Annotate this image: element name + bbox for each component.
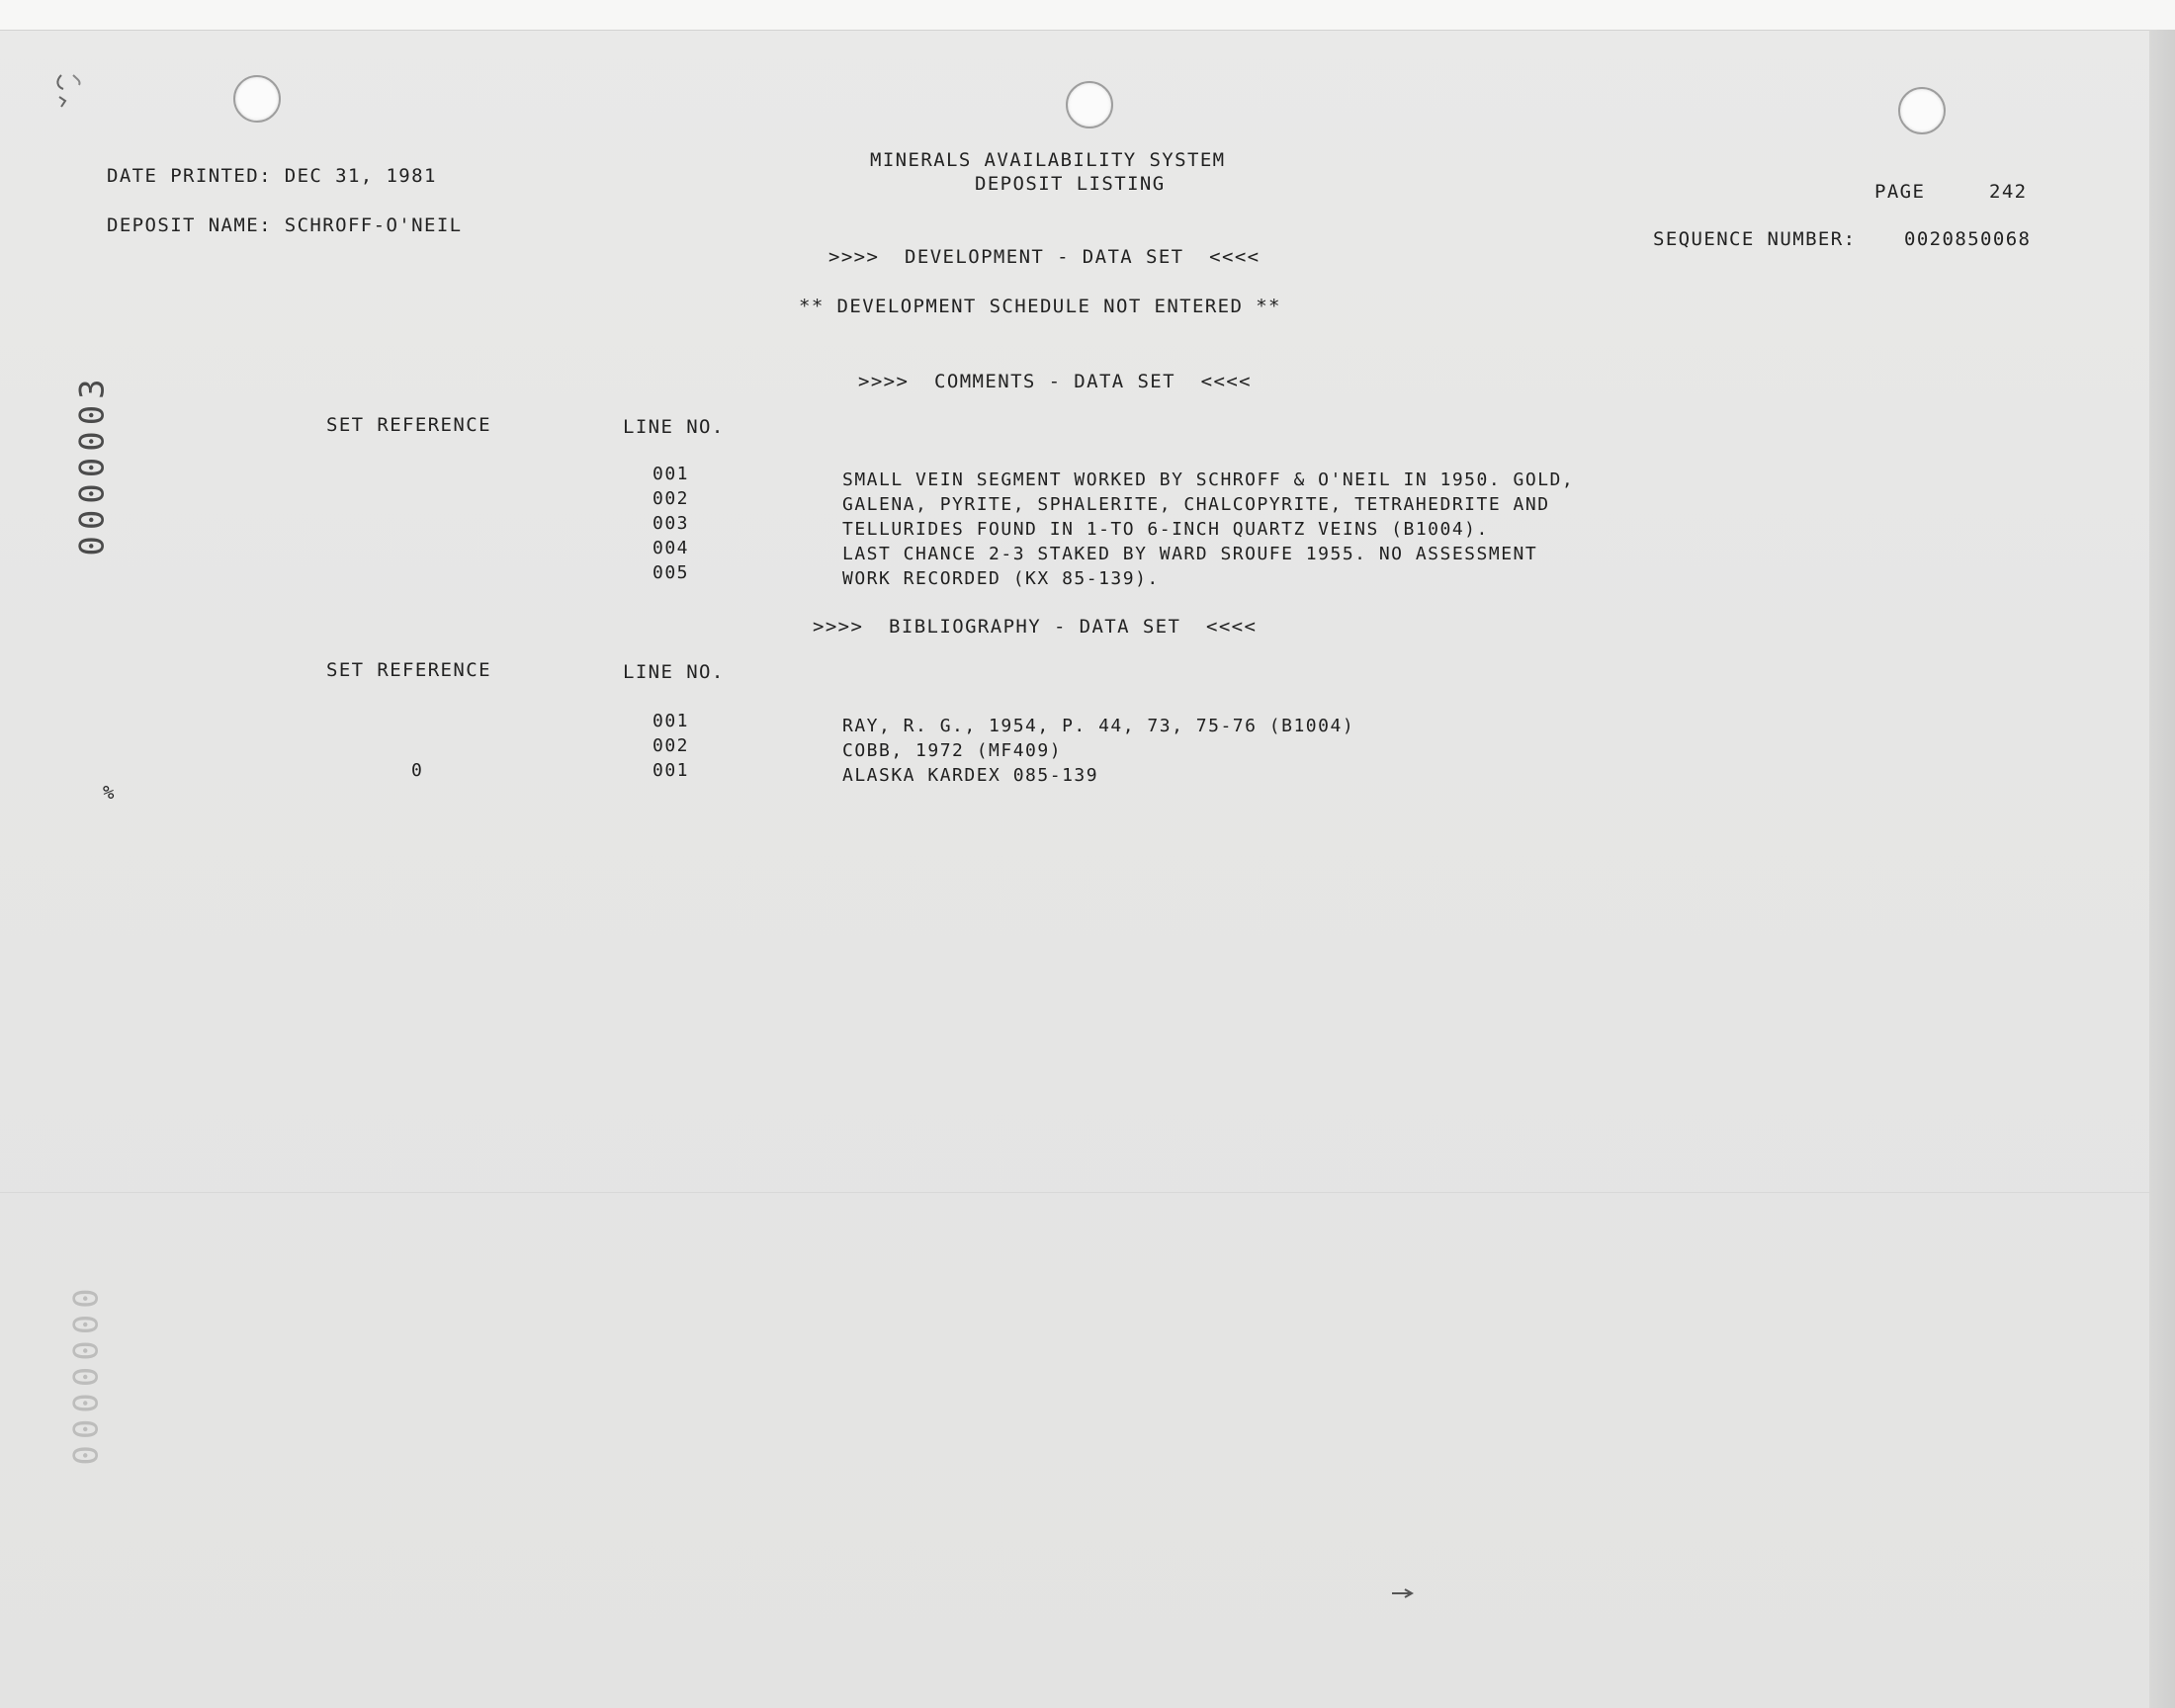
development-note: ** DEVELOPMENT SCHEDULE NOT ENTERED ** xyxy=(799,296,1281,317)
pencil-mark-icon xyxy=(51,71,83,115)
comments-line-no-header: LINE NO. xyxy=(623,416,725,438)
sequence-label: SEQUENCE NUMBER: xyxy=(1653,228,1857,250)
bibliography-line-no-header: LINE NO. xyxy=(623,661,725,683)
comment-line-number: 005 xyxy=(652,562,690,583)
arrow-mark-icon xyxy=(1392,1587,1416,1599)
percent-mark: % xyxy=(103,782,116,804)
comment-line-number: 002 xyxy=(652,488,690,509)
comment-line-number: 001 xyxy=(652,464,690,484)
comment-text: LAST CHANCE 2-3 STAKED BY WARD SROUFE 1955. NO ASSESSMENT xyxy=(842,544,1538,564)
comments-set-reference-header: SET REFERENCE xyxy=(326,414,491,436)
bibliography-line-number: 001 xyxy=(652,711,690,731)
bibliography-set-reference: 0 xyxy=(411,760,424,781)
film-frame-number-text: 0000003 xyxy=(73,373,114,556)
binder-hole-left xyxy=(233,75,281,123)
page-number: 242 xyxy=(1989,181,2028,203)
comment-text: WORK RECORDED (KX 85-139). xyxy=(842,568,1160,589)
date-printed: DATE PRINTED: DEC 31, 1981 xyxy=(107,165,437,187)
paper-top-edge xyxy=(0,0,2175,31)
comment-text: GALENA, PYRITE, SPHALERITE, CHALCOPYRITE, TETRAHEDRITE AND xyxy=(842,494,1550,515)
paper-fold-line xyxy=(0,1192,2149,1193)
comments-heading: >>>> COMMENTS - DATA SET <<<< xyxy=(858,371,1253,392)
faint-frame-number xyxy=(65,1265,109,1483)
comment-text: SMALL VEIN SEGMENT WORKED BY SCHROFF & O'NEIL IN 1950. GOLD, xyxy=(842,470,1575,490)
sequence-number: 0020850068 xyxy=(1904,228,2032,250)
faint-frame-number-text: 0000000 xyxy=(67,1282,108,1466)
bibliography-line-number: 002 xyxy=(652,735,690,756)
bibliography-text: COBB, 1972 (MF409) xyxy=(842,740,1063,761)
binder-hole-right xyxy=(1898,87,1946,134)
comment-line-number: 003 xyxy=(652,513,690,534)
page-label: PAGE xyxy=(1874,181,1926,203)
binder-hole-center xyxy=(1066,81,1113,128)
system-title: MINERALS AVAILABILITY SYSTEM xyxy=(870,149,1226,171)
paper-right-edge xyxy=(2149,30,2175,1708)
bibliography-text: RAY, R. G., 1954, P. 44, 73, 75-76 (B1004) xyxy=(842,716,1355,736)
comment-line-number: 004 xyxy=(652,538,690,558)
bibliography-set-reference-header: SET REFERENCE xyxy=(326,659,491,681)
bibliography-line-number: 001 xyxy=(652,760,690,781)
bibliography-text: ALASKA KARDEX 085-139 xyxy=(842,765,1099,786)
deposit-name: DEPOSIT NAME: SCHROFF-O'NEIL xyxy=(107,214,463,236)
listing-title: DEPOSIT LISTING xyxy=(975,173,1166,195)
film-frame-number xyxy=(71,356,115,573)
bibliography-heading: >>>> BIBLIOGRAPHY - DATA SET <<<< xyxy=(813,616,1258,638)
development-heading: >>>> DEVELOPMENT - DATA SET <<<< xyxy=(828,246,1261,268)
comment-text: TELLURIDES FOUND IN 1-TO 6-INCH QUARTZ VEINS (B1004). xyxy=(842,519,1489,540)
